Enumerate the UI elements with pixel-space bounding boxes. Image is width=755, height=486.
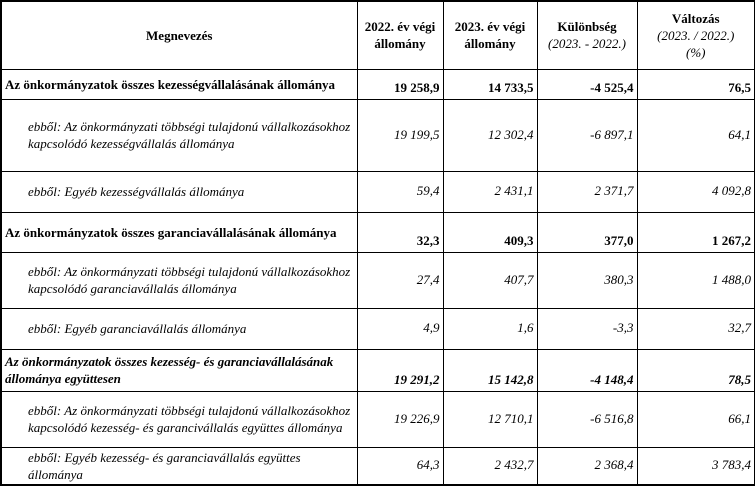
row-label: ebből: Egyéb kezesség- és garanciavállalás együttes állománya bbox=[1, 447, 357, 485]
row-label: ebből: Az önkormányzati többségi tulajdonú vállalkozásokhoz kapcsolódó kezességvállalás állománya bbox=[1, 99, 357, 171]
cell-change: 1 267,2 bbox=[637, 212, 755, 252]
cell-change: 32,7 bbox=[637, 308, 755, 349]
cell-diff: -3,3 bbox=[537, 308, 637, 349]
header-change-sub: (2023. / 2022.) bbox=[657, 27, 735, 43]
header-change bbox=[637, 1, 755, 69]
cell-change: 64,1 bbox=[637, 99, 755, 171]
cell-diff: 2 371,7 bbox=[537, 171, 637, 212]
row-label: ebből: Az önkormányzati többségi tulajdonú vállalkozásokhoz kapcsolódó garanciavállalás állománya bbox=[1, 252, 357, 308]
cell-2023: 12 710,1 bbox=[443, 391, 537, 447]
cell-2023: 409,3 bbox=[443, 212, 537, 252]
cell-diff: -6 516,8 bbox=[537, 391, 637, 447]
cell-change: 4 092,8 bbox=[637, 171, 755, 212]
cell-2023: 407,7 bbox=[443, 252, 537, 308]
cell-diff: 2 368,4 bbox=[537, 447, 637, 485]
cell-diff: -4 148,4 bbox=[537, 349, 637, 391]
table-row bbox=[1, 308, 755, 349]
row-label: Az önkormányzatok összes kezességvállalásának állománya bbox=[1, 69, 357, 99]
header-change-unit: (%) bbox=[686, 44, 706, 60]
cell-2022: 19 291,2 bbox=[357, 349, 443, 391]
header-row bbox=[1, 1, 755, 69]
cell-diff: 380,3 bbox=[537, 252, 637, 308]
cell-2023: 15 142,8 bbox=[443, 349, 537, 391]
cell-change: 76,5 bbox=[637, 69, 755, 99]
header-change-title: Változás bbox=[671, 10, 720, 26]
cell-2022: 19 258,9 bbox=[357, 69, 443, 99]
row-label: Az önkormányzatok összes garanciavállalásának állománya bbox=[1, 212, 357, 252]
cell-2022: 64,3 bbox=[357, 447, 443, 485]
cell-2022: 32,3 bbox=[357, 212, 443, 252]
header-2023: 2023. év végi állomány bbox=[443, 1, 537, 69]
header-name: Megnevezés bbox=[1, 1, 357, 69]
table-row bbox=[1, 99, 755, 171]
cell-diff: -4 525,4 bbox=[537, 69, 637, 99]
cell-2022: 4,9 bbox=[357, 308, 443, 349]
cell-change: 1 488,0 bbox=[637, 252, 755, 308]
table-row bbox=[1, 447, 755, 485]
row-label: ebből: Az önkormányzati többségi tulajdonú vállalkozásokhoz kapcsolódó kezesség- és garancivállalás együttes állománya bbox=[1, 391, 357, 447]
table-row bbox=[1, 349, 755, 391]
cell-2022: 27,4 bbox=[357, 252, 443, 308]
table-row bbox=[1, 252, 755, 308]
cell-change: 66,1 bbox=[637, 391, 755, 447]
cell-change: 78,5 bbox=[637, 349, 755, 391]
cell-diff: 377,0 bbox=[537, 212, 637, 252]
cell-2023: 1,6 bbox=[443, 308, 537, 349]
cell-2023: 12 302,4 bbox=[443, 99, 537, 171]
cell-2023: 14 733,5 bbox=[443, 69, 537, 99]
header-diff bbox=[537, 1, 637, 69]
header-diff-title: Különbség bbox=[557, 19, 617, 35]
table-row bbox=[1, 212, 755, 252]
table-row bbox=[1, 391, 755, 447]
cell-2023: 2 431,1 bbox=[443, 171, 537, 212]
cell-diff: -6 897,1 bbox=[537, 99, 637, 171]
cell-2022: 19 199,5 bbox=[357, 99, 443, 171]
table-row bbox=[1, 69, 755, 99]
row-label: Az önkormányzatok összes kezesség- és garanciavállalásának állománya együttesen bbox=[1, 349, 357, 391]
row-label: ebből: Egyéb kezességvállalás állománya bbox=[1, 171, 357, 212]
cell-2022: 19 226,9 bbox=[357, 391, 443, 447]
cell-2023: 2 432,7 bbox=[443, 447, 537, 485]
cell-2022: 59,4 bbox=[357, 171, 443, 212]
table-row bbox=[1, 171, 755, 212]
header-diff-sub: (2023. - 2022.) bbox=[548, 36, 626, 52]
header-2022: 2022. év végi állomány bbox=[357, 1, 443, 69]
row-label: ebből: Egyéb garanciavállalás állománya bbox=[1, 308, 357, 349]
cell-change: 3 783,4 bbox=[637, 447, 755, 485]
